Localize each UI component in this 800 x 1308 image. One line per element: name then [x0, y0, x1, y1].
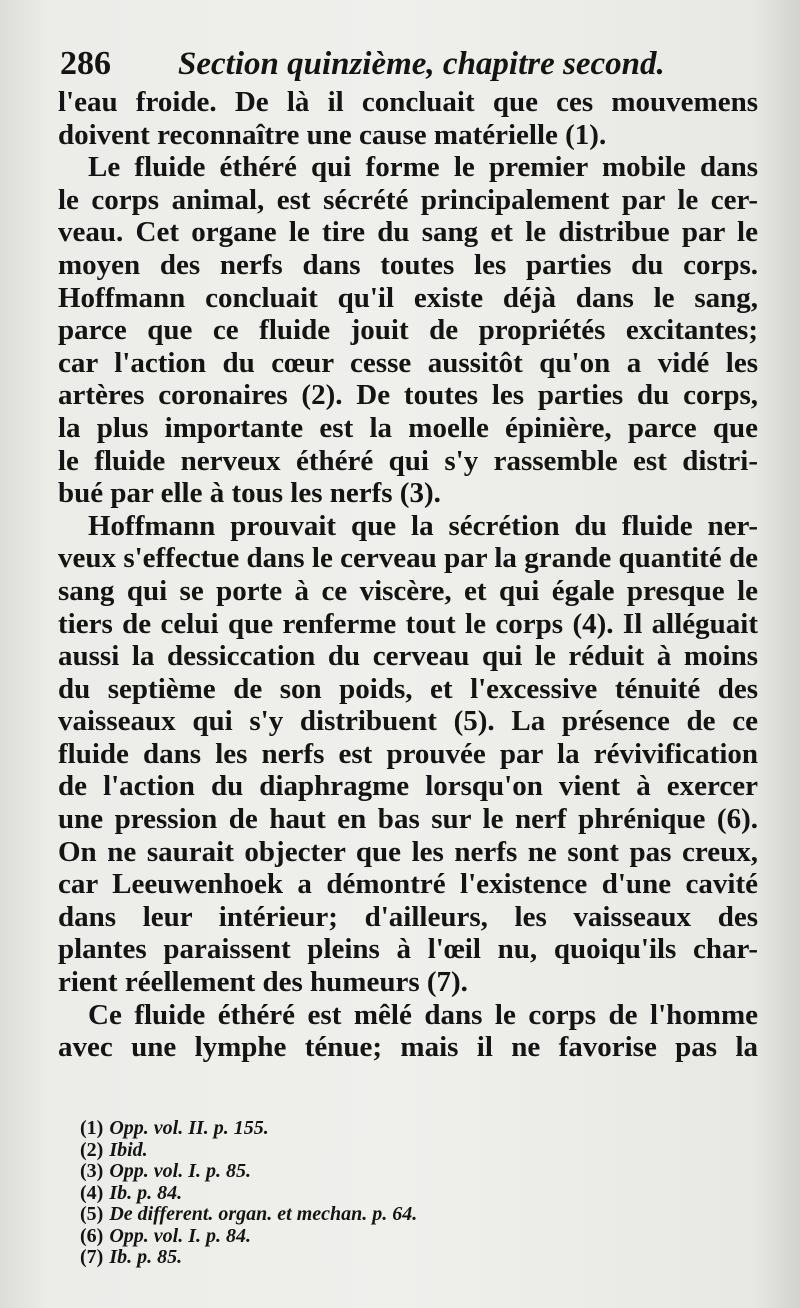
text-line: bué par elle à tous les nerfs (3). [58, 477, 441, 510]
footnote-ref: (7) [80, 1246, 104, 1268]
footnote-ref: (2) [80, 1138, 104, 1161]
footnote-ref: (3) [80, 1160, 104, 1182]
text-line: doivent reconnaître une cause matérielle (1). [58, 118, 607, 151]
footnote-3 [80, 1161, 580, 1183]
footnote-1 [80, 1118, 580, 1140]
footnote-text: Ibid. [109, 1138, 148, 1161]
page-header [60, 44, 750, 88]
paragraph-start-line: Le fluide éthéré qui forme le premier mobile dans [88, 151, 758, 184]
text-line: sang qui se porte à ce viscère, et qui égale presque le [58, 574, 758, 607]
text-line: le fluide nerveux éthéré qui s'y rassemble est distri- [58, 444, 758, 477]
text-line: l'eau froide. De là il concluait que ces mouvemens [58, 86, 758, 118]
footnote-ref: (6) [80, 1224, 104, 1247]
footnote-text: Opp. vol. II. p. 155. [109, 1117, 269, 1139]
text-line: car l'action du cœur cesse aussitôt qu'on a vidé les [58, 346, 758, 379]
footnote-ref: (4) [80, 1181, 104, 1204]
footnote-text: Opp. vol. I. p. 85. [109, 1160, 251, 1182]
paragraph-start-line: Hoffmann prouvait que la sécrétion du fluide ner- [88, 509, 758, 542]
footnote-2 [80, 1140, 580, 1162]
text-line: plantes paraissent pleins à l'œil nu, quoiqu'ils char- [58, 933, 758, 966]
text-line: parce que ce fluide jouit de propriétés excitantes; [58, 314, 758, 347]
footnote-6 [80, 1226, 580, 1248]
text-line: une pression de haut en bas sur le nerf phrénique (6). [58, 803, 758, 836]
text-line: moyen des nerfs dans toutes les parties du corps. [58, 248, 758, 281]
footnote-5 [80, 1204, 580, 1226]
text-line: fluide dans les nerfs est prouvée par la révivification [58, 737, 758, 770]
body-text [58, 86, 758, 1064]
text-line: veau. Cet organe le tire du sang et le distribue par le [58, 216, 758, 249]
footnote-ref: (5) [80, 1203, 104, 1225]
footnote-text: Opp. vol. I. p. 84. [109, 1224, 251, 1247]
text-line: de l'action du diaphragme lorsqu'on vient à exercer [58, 770, 758, 803]
text-line: avec une lymphe ténue; mais il ne favorise pas la [58, 1031, 758, 1064]
text-line: car Leeuwenhoek a démontré l'existence d'une cavité [58, 868, 758, 901]
running-head: Section quinzième, chapitre second. [178, 46, 665, 82]
footnote-text: De different. organ. et mechan. p. 64. [109, 1203, 418, 1225]
text-line: Hoffmann concluait qu'il existe déjà dans le sang, [58, 281, 758, 314]
footnote-4 [80, 1183, 580, 1205]
text-line: le corps animal, est sécrété principalement par le cer- [58, 183, 758, 216]
text-line: du septième de son poids, et l'excessive ténuité des [58, 672, 758, 705]
footnote-7 [80, 1247, 580, 1269]
footnote-text: Ib. p. 84. [109, 1181, 183, 1204]
text-line: rient réellement des humeurs (7). [58, 966, 468, 999]
footnote-text: Ib. p. 85. [109, 1246, 183, 1268]
page-number: 286 [60, 45, 111, 82]
text-line: artères coronaires (2). De toutes les parties du corps, [58, 379, 758, 412]
text-line: On ne saurait objecter que les nerfs ne sont pas creux, [58, 835, 758, 868]
footnote-ref: (1) [80, 1117, 104, 1139]
text-line: tiers de celui que renferme tout le corps (4). Il alléguait [58, 607, 758, 640]
text-line: la plus importante est la moelle épinière, parce que [58, 411, 758, 444]
paragraph-start-line: Ce fluide éthéré est mêlé dans le corps de l'homme [88, 998, 758, 1031]
text-line: vaisseaux qui s'y distribuent (5). La présence de ce [58, 705, 758, 738]
text-line: veux s'effectue dans le cerveau par la grande quantité de [58, 542, 758, 575]
footnotes [80, 1118, 580, 1269]
text-line: dans leur intérieur; d'ailleurs, les vaisseaux des [58, 900, 758, 933]
text-line: aussi la dessiccation du cerveau qui le réduit à moins [58, 640, 758, 673]
